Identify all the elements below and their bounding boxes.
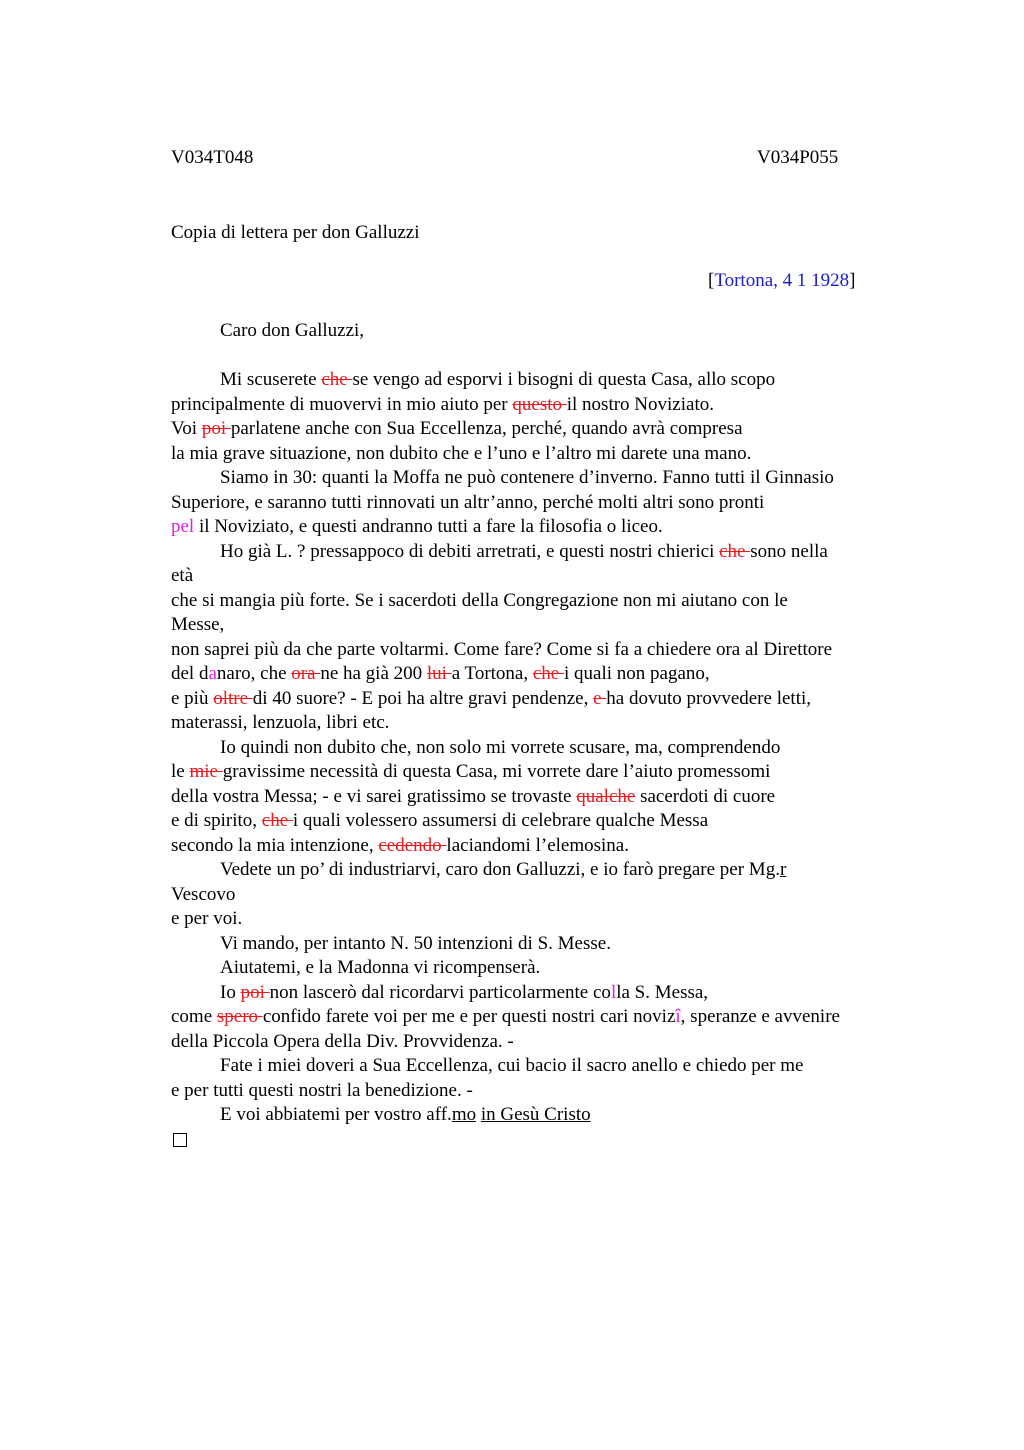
letter-line: la mia grave situazione, non dubito che e l’uno e l’altro mi darete una mano. xyxy=(171,442,752,464)
text-run: non lascerò dal ricordarvi particolarmente co xyxy=(269,981,611,1003)
letter-line xyxy=(171,1005,911,1030)
letter-line: che si mangia più forte. Se i sacerdoti della Congregazione non mi aiutano con le xyxy=(171,589,788,611)
text-run: E voi abbiatemi per vostro aff. xyxy=(220,1104,452,1125)
letter-line xyxy=(171,515,911,540)
letter-line: Fate i miei doveri a Sua Eccellenza, cui bacio il sacro anello e chiedo per me xyxy=(220,1055,804,1076)
letter-line: materassi, lenzuola, libri etc. xyxy=(171,712,390,733)
deleted-text: che xyxy=(719,540,751,562)
deleted-text: questo xyxy=(512,393,567,415)
deleted-text: che xyxy=(261,810,293,831)
letter-line xyxy=(171,687,911,712)
letter-line xyxy=(171,417,911,442)
letter-line: Superiore, e saranno tutti rinnovati un altr’anno, perché molti altri sono pronti xyxy=(171,491,765,513)
letter-line: Siamo in 30: quanti la Moffa ne può contenere d’inverno. Fanno tutti il Ginnasio xyxy=(220,467,834,488)
text-run: i quali non pagano, xyxy=(564,663,710,684)
text-run: naro, che xyxy=(216,663,292,684)
letter-line xyxy=(171,393,911,418)
underlined-text: in Gesù Cristo xyxy=(480,1104,591,1125)
deleted-text: poi xyxy=(240,981,270,1003)
text-run: e di spirito, xyxy=(171,810,262,831)
deleted-text: e xyxy=(593,687,607,709)
document-code-left: V034T048 xyxy=(171,147,254,168)
salutation: Caro don Galluzzi, xyxy=(220,320,365,341)
text-run: il nostro Noviziato. xyxy=(566,393,714,415)
letter-line: e per voi. xyxy=(171,908,243,929)
letter-line xyxy=(171,981,911,1006)
dateline-text: Tortona, 4 1 1928 xyxy=(714,270,850,291)
text-run: Voi xyxy=(171,418,202,439)
deleted-text: ora xyxy=(291,663,321,684)
letter-line xyxy=(171,1103,911,1128)
deleted-text: mie xyxy=(189,761,223,782)
text-run: del d xyxy=(171,663,209,684)
letter-line: della Piccola Opera della Div. Provvidenza. - xyxy=(171,1030,514,1052)
text-run: principalmente di muovervi in mio aiuto per xyxy=(171,393,513,415)
letter-line xyxy=(171,540,911,565)
text-run: Ho già L. ? pressappoco di debiti arretrati, e questi nostri chierici xyxy=(220,540,720,562)
text-run: parlatene anche con Sua Eccellenza, perché, quando avrà compresa xyxy=(230,418,743,439)
letter-body xyxy=(171,319,911,1152)
text-run: Io xyxy=(220,981,241,1003)
text-run: il Noviziato, e questi andranno tutti a fare la filosofia o liceo. xyxy=(194,516,663,537)
inserted-text: a xyxy=(208,663,217,684)
deleted-text: qualche xyxy=(576,785,636,807)
text-run: Vedete un po’ di industriarvi, caro don Galluzzi, e io farò pregare per Mg. xyxy=(220,859,780,880)
text-run: a Tortona, xyxy=(451,663,533,684)
text-run: ne ha già 200 xyxy=(320,663,427,684)
letter-line: e per tutti questi nostri la benedizione. - xyxy=(171,1079,473,1101)
text-run: della vostra Messa; - e vi sarei gratissimo se trovaste xyxy=(171,785,577,807)
letter-line xyxy=(171,858,911,883)
letter-line xyxy=(171,834,911,859)
text-run: laciandomi l’elemosina. xyxy=(446,834,629,856)
text-run: di 40 suore? - E poi ha altre gravi pendenze, xyxy=(252,687,594,709)
page-code-right: V034P055 xyxy=(757,147,839,168)
deleted-text: poi xyxy=(201,418,231,439)
underlined-text: mo xyxy=(451,1104,477,1125)
deleted-text: che xyxy=(321,369,353,390)
inserted-text: pel xyxy=(171,516,195,537)
deleted-text: oltre xyxy=(213,687,253,709)
dateline-bracket-close: ] xyxy=(849,270,856,291)
square-box-icon xyxy=(173,1133,187,1147)
document-title: Copia di lettera per don Galluzzi xyxy=(171,222,420,243)
text-run: la S. Messa, xyxy=(616,981,709,1003)
underlined-text: r xyxy=(779,859,787,880)
letter-line xyxy=(171,368,911,393)
text-run: i quali volessero assumersi di celebrare qualche Messa xyxy=(292,810,709,831)
letter-line: Vi mando, per intanto N. 50 intenzioni di S. Messe. xyxy=(220,932,611,954)
letter-line: Aiutatemi, e la Madonna vi ricompenserà. xyxy=(220,957,541,978)
end-marker xyxy=(171,1128,911,1153)
text-run: ha dovuto provvedere letti, xyxy=(606,687,811,709)
text-run: sacerdoti di cuore xyxy=(635,785,776,807)
deleted-text: lui xyxy=(426,663,452,684)
letter-line xyxy=(171,662,911,687)
inserted-text: l xyxy=(610,981,617,1003)
deleted-text: spero xyxy=(216,1006,263,1027)
text-run: sono nella xyxy=(750,540,828,562)
letter-line xyxy=(171,809,911,834)
text-run: , speranze e avvenire xyxy=(680,1006,840,1027)
letter-line: Vescovo xyxy=(171,883,236,905)
letter-line xyxy=(171,760,911,785)
text-run: gravissime necessità di questa Casa, mi vorrete dare l’aiuto promessomi xyxy=(222,761,771,782)
text-run: le xyxy=(171,761,190,782)
text-run: secondo la mia intenzione, xyxy=(171,834,379,856)
deleted-text: che xyxy=(532,663,564,684)
letter-line: Io quindi non dubito che, non solo mi vorrete scusare, ma, comprendendo xyxy=(220,736,781,758)
dateline xyxy=(708,270,855,292)
letter-line: età xyxy=(171,565,194,586)
text-run: Mi scuserete xyxy=(220,369,322,390)
letter-line: Messe, xyxy=(171,614,225,635)
inserted-text: î xyxy=(675,1006,681,1027)
letter-line: non saprei più da che parte voltarmi. Come fare? Come si fa a chiedere ora al Direttore xyxy=(171,638,833,660)
text-run: come xyxy=(171,1006,217,1027)
dateline-bracket-open: [ xyxy=(708,270,715,291)
text-run: se vengo ad esporvi i bisogni di questa Casa, allo scopo xyxy=(352,369,776,390)
deleted-text: cedendo xyxy=(378,834,447,856)
text-run: e più xyxy=(171,687,214,709)
text-run: confido farete voi per me e per questi nostri cari noviz xyxy=(262,1006,676,1027)
letter-line xyxy=(171,785,911,810)
